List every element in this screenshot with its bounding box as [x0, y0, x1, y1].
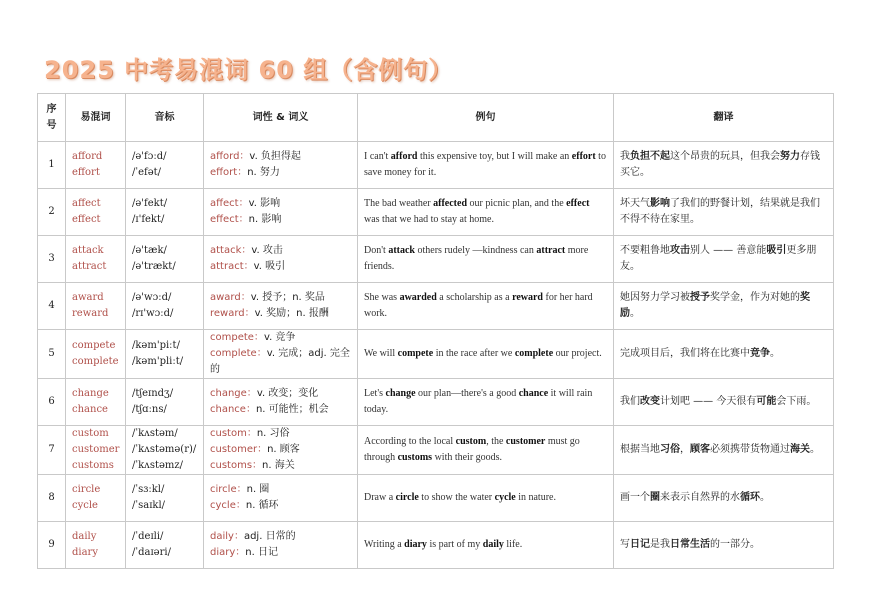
row-number: 7	[38, 426, 66, 475]
pos-meaning-cell	[204, 283, 358, 330]
table-row	[38, 426, 834, 475]
pos-meaning: n. 日记	[245, 547, 278, 558]
phonetic: /rɪ'wɔːd/	[132, 308, 174, 319]
pos-meaning: v. 奖励；n. 报酬	[254, 308, 329, 319]
text-run: others rudely —kindness can	[414, 245, 537, 256]
phonetic: /tʃeɪndʒ/	[132, 388, 174, 399]
translation	[614, 522, 834, 569]
pos-meaning: n. 习俗	[256, 428, 290, 439]
bold-term: customer	[505, 436, 546, 447]
example-sentence	[358, 142, 614, 189]
bold-term: 负担不起	[630, 151, 670, 162]
bold-term: circle	[395, 492, 419, 503]
bold-term: custom	[455, 436, 487, 447]
text-run: 她因努力学习被	[620, 292, 690, 303]
text-run: Draw a	[364, 492, 396, 503]
pos-word: attract：	[210, 261, 254, 272]
phonetic-cell	[126, 189, 204, 236]
phonetic-cell	[126, 142, 204, 189]
header-phonetic: 音标	[126, 94, 204, 142]
text-run: 不要粗鲁地	[620, 245, 670, 256]
text-run: 来表示自然界的水	[660, 492, 740, 503]
pos-meaning: v. 影响	[248, 198, 281, 209]
pos-meaning: n. 海关	[262, 460, 295, 471]
translation	[614, 142, 834, 189]
table-row	[38, 283, 834, 330]
pos-meaning: v. 改变；变化	[256, 388, 319, 399]
table-row	[38, 330, 834, 379]
pos-word: attack：	[210, 245, 252, 256]
word-pair-cell	[66, 426, 126, 475]
text-run: The bad weather	[364, 198, 434, 209]
text-run: 奖学金，作为对她的	[710, 292, 800, 303]
text-run: According to the local	[364, 436, 456, 447]
bold-term: diary	[404, 539, 427, 550]
pos-meaning-cell	[204, 379, 358, 426]
text-run: 别人 —— 善意能	[690, 245, 767, 256]
phonetic: /ˈsɜːkl/	[132, 484, 165, 495]
pos-word: award：	[210, 292, 251, 303]
word: complete	[72, 356, 119, 367]
bold-term: awarded	[399, 292, 437, 303]
pos-word: daily：	[210, 531, 244, 542]
bold-term: attract	[536, 245, 566, 256]
text-run: 。	[630, 308, 640, 319]
pos-meaning: n. 影响	[248, 214, 282, 225]
example-sentence	[358, 189, 614, 236]
pos-meaning-cell	[204, 330, 358, 379]
header-translation: 翻译	[614, 94, 834, 142]
pos-word: custom：	[210, 428, 257, 439]
text-run: 。	[760, 492, 770, 503]
word-pair-cell	[66, 522, 126, 569]
row-number: 6	[38, 379, 66, 426]
word-pair-cell	[66, 283, 126, 330]
text-run: must go through	[364, 436, 580, 463]
text-run: 我	[620, 151, 630, 162]
example-sentence	[358, 283, 614, 330]
bold-term: 奖励	[620, 292, 810, 319]
header-words: 易混词	[66, 94, 126, 142]
pos-line	[210, 290, 351, 306]
example-sentence	[358, 426, 614, 475]
vocab-table	[37, 93, 834, 569]
text-run: 必须携带货物通过	[710, 444, 790, 455]
phonetic: /ˈkʌstəmə(r)/	[132, 444, 197, 455]
pos-meaning-cell	[204, 426, 358, 475]
word: change	[72, 388, 109, 399]
pos-line	[210, 149, 351, 165]
pos-word: change：	[210, 388, 257, 399]
pos-meaning-cell	[204, 475, 358, 522]
bold-term: customs	[397, 452, 433, 463]
word: custom	[72, 428, 109, 439]
word-pair-cell	[66, 189, 126, 236]
phonetic: /ə'trækt/	[132, 261, 176, 272]
bold-term: 竞争	[750, 348, 770, 359]
pos-word: cycle：	[210, 500, 246, 511]
table-row	[38, 189, 834, 236]
text-run: to show the water	[418, 492, 495, 503]
text-run: 计划吧 —— 今天很有	[660, 396, 757, 407]
bold-term: cycle	[494, 492, 516, 503]
text-run: 完成项目后，我们将在比赛中	[620, 348, 750, 359]
bold-term: effort	[571, 151, 596, 162]
header-num: 序号	[38, 94, 66, 142]
phonetic: /kəm'piːt/	[132, 340, 180, 351]
bold-term: daily	[482, 539, 504, 550]
word-pair-cell	[66, 236, 126, 283]
text-run: life.	[503, 539, 523, 550]
translation	[614, 475, 834, 522]
bold-term: 海关	[790, 444, 810, 455]
pos-line	[210, 442, 351, 458]
text-run: , the	[486, 436, 506, 447]
phonetic: /tʃɑːns/	[132, 404, 167, 415]
pos-line	[210, 402, 351, 418]
pos-line	[210, 458, 351, 474]
text-run: I can't	[364, 151, 391, 162]
text-run: 会下雨。	[776, 396, 817, 407]
word-pair-cell	[66, 142, 126, 189]
pos-word: affect：	[210, 198, 249, 209]
row-number: 5	[38, 330, 66, 379]
pos-line	[210, 259, 351, 275]
table-row	[38, 475, 834, 522]
table-row	[38, 379, 834, 426]
header-pos: 词性 & 词义	[204, 94, 358, 142]
header-example: 例句	[358, 94, 614, 142]
word: affect	[72, 198, 101, 209]
phonetic: /ə'wɔːd/	[132, 292, 172, 303]
pos-meaning-cell	[204, 236, 358, 283]
phonetic: /ˈsaɪkl/	[132, 500, 166, 511]
example-sentence	[358, 522, 614, 569]
pos-word: circle：	[210, 484, 247, 495]
text-run: 这个昂贵的玩具，但我会	[670, 151, 780, 162]
pos-word: afford：	[210, 151, 250, 162]
table-row	[38, 522, 834, 569]
text-run: 的一部分。	[710, 539, 760, 550]
pos-meaning: v. 攻击	[251, 245, 283, 256]
bold-term: 圈	[650, 492, 660, 503]
pos-meaning-cell	[204, 189, 358, 236]
word: award	[72, 292, 104, 303]
pos-word: diary：	[210, 547, 246, 558]
example-sentence	[358, 330, 614, 379]
phonetic: /ˈkʌstəmz/	[132, 460, 184, 471]
text-run: Writing a	[364, 539, 405, 550]
text-run: for her hard work.	[364, 292, 593, 319]
pos-word: effort：	[210, 167, 248, 178]
pos-word: reward：	[210, 308, 255, 319]
translation	[614, 426, 834, 475]
pos-word: compete：	[210, 332, 264, 343]
pos-line	[210, 330, 351, 346]
text-run: is part of my	[426, 539, 483, 550]
text-run: in the race after we	[433, 348, 515, 359]
word: effect	[72, 214, 101, 225]
text-run: 我们	[620, 396, 640, 407]
pos-word: complete：	[210, 348, 267, 359]
text-run: in nature.	[515, 492, 556, 503]
bold-term: 顾客	[690, 444, 710, 455]
example-sentence	[358, 236, 614, 283]
bold-term: 可能	[756, 396, 777, 407]
bold-term: 授予	[690, 292, 710, 303]
text-run: 是我	[650, 539, 670, 550]
bold-term: 改变	[640, 396, 660, 407]
text-run: it will rain today.	[364, 388, 593, 415]
pos-meaning: v. 吸引	[253, 261, 286, 272]
phonetic: /ˈdeɪli/	[132, 531, 164, 542]
word-pair-cell	[66, 379, 126, 426]
text-run: She was	[364, 292, 400, 303]
row-number: 3	[38, 236, 66, 283]
pos-meaning: n. 可能性；机会	[255, 404, 329, 415]
bold-term: 习俗	[660, 444, 680, 455]
pos-meaning: n. 循环	[245, 500, 279, 511]
phonetic-cell	[126, 283, 204, 330]
bold-term: reward	[512, 292, 543, 303]
translation	[614, 236, 834, 283]
pos-line	[210, 243, 351, 259]
word-pair-cell	[66, 475, 126, 522]
text-run: 。	[770, 348, 780, 359]
phonetic-cell	[126, 236, 204, 283]
bold-term: compete	[397, 348, 434, 359]
text-run: our project.	[553, 348, 602, 359]
pos-line	[210, 386, 351, 402]
bold-term: attack	[388, 245, 415, 256]
bold-term: complete	[514, 348, 554, 359]
text-run: 根据当地	[620, 444, 660, 455]
text-run: 了我们的野餐计划，结果就是我们不得不待在家里。	[620, 198, 820, 225]
word: diary	[72, 547, 98, 558]
pos-line	[210, 196, 351, 212]
page-title: 2025 中考易混词 60 组（含例句）	[44, 56, 454, 84]
pos-meaning: v. 负担得起	[249, 151, 301, 162]
text-run: 更多朋友。	[620, 245, 817, 272]
pos-line	[210, 498, 351, 514]
table-header-row	[38, 94, 834, 142]
phonetic: /ɪ'fekt/	[132, 214, 165, 225]
text-run: Don't	[364, 245, 389, 256]
text-run: more friends.	[364, 245, 589, 272]
text-run: Let's	[364, 388, 386, 399]
pos-meaning: v. 完成；adj. 完全的	[210, 348, 350, 375]
bold-term: 日常生活	[670, 539, 710, 550]
pos-line	[210, 529, 351, 545]
pos-meaning: v. 竞争	[263, 332, 296, 343]
pos-line	[210, 545, 351, 561]
text-run: 画一个	[620, 492, 650, 503]
bold-term: chance	[518, 388, 549, 399]
bold-term: change	[385, 388, 416, 399]
text-run: was that we had to stay at home.	[364, 214, 494, 225]
bold-term: 攻击	[670, 245, 690, 256]
word: attack	[72, 245, 104, 256]
bold-term: effect	[566, 198, 590, 209]
table-body	[38, 142, 834, 569]
row-number: 4	[38, 283, 66, 330]
text-run: ，	[680, 444, 690, 455]
word: effort	[72, 167, 100, 178]
phonetic-cell	[126, 330, 204, 379]
pos-meaning: v. 授予；n. 奖品	[250, 292, 325, 303]
pos-word: chance：	[210, 404, 256, 415]
table-row	[38, 142, 834, 189]
word: reward	[72, 308, 109, 319]
pos-word: customs：	[210, 460, 263, 471]
word: compete	[72, 340, 116, 351]
phonetic-cell	[126, 522, 204, 569]
pos-line	[210, 426, 351, 442]
phonetic: /kəm'pliːt/	[132, 356, 184, 367]
word: chance	[72, 404, 108, 415]
text-run: 存钱买它。	[620, 151, 820, 178]
text-run: We will	[364, 348, 398, 359]
phonetic: /ˈefət/	[132, 167, 162, 178]
row-number: 2	[38, 189, 66, 236]
text-run: our picnic plan, and the	[467, 198, 567, 209]
text-run: a scholarship as a	[436, 292, 513, 303]
bold-term: 循环	[740, 492, 760, 503]
bold-term: afford	[390, 151, 418, 162]
phonetic: /ˈdaɪəri/	[132, 547, 171, 558]
pos-line	[210, 212, 351, 228]
text-run: to save money for it.	[364, 151, 606, 178]
bold-term: 努力	[780, 151, 800, 162]
word: circle	[72, 484, 101, 495]
translation	[614, 189, 834, 236]
pos-meaning-cell	[204, 142, 358, 189]
text-run: 。	[810, 444, 820, 455]
pos-line	[210, 165, 351, 181]
pos-word: effect：	[210, 214, 249, 225]
phonetic-cell	[126, 475, 204, 522]
phonetic-cell	[126, 426, 204, 475]
text-run: our plan—there's a good	[415, 388, 519, 399]
word: cycle	[72, 500, 98, 511]
text-run: with their goods.	[432, 452, 503, 463]
word-pair-cell	[66, 330, 126, 379]
pos-meaning: n. 圈	[246, 484, 270, 495]
text-run: 写	[620, 539, 630, 550]
phonetic: /ə'fɔːd/	[132, 151, 167, 162]
translation	[614, 330, 834, 379]
pos-meaning: n. 努力	[247, 167, 280, 178]
row-number: 9	[38, 522, 66, 569]
row-number: 8	[38, 475, 66, 522]
translation	[614, 283, 834, 330]
text-run: 坏天气	[620, 198, 650, 209]
phonetic-cell	[126, 379, 204, 426]
example-sentence	[358, 475, 614, 522]
word: customer	[72, 444, 120, 455]
phonetic: /ə'fekt/	[132, 198, 168, 209]
translation	[614, 379, 834, 426]
pos-line	[210, 306, 351, 322]
example-sentence	[358, 379, 614, 426]
word: attract	[72, 261, 107, 272]
word: customs	[72, 460, 114, 471]
row-number: 1	[38, 142, 66, 189]
pos-line	[210, 482, 351, 498]
table-row	[38, 236, 834, 283]
pos-word: customer：	[210, 444, 268, 455]
bold-term: affected	[433, 198, 468, 209]
bold-term: 日记	[630, 539, 650, 550]
word: daily	[72, 531, 97, 542]
bold-term: 影响	[650, 198, 670, 209]
pos-meaning: n. 顾客	[267, 444, 300, 455]
pos-meaning-cell	[204, 522, 358, 569]
pos-line	[210, 346, 351, 378]
bold-term: 吸引	[766, 245, 787, 256]
text-run: this expensive toy, but I will make an	[417, 151, 572, 162]
pos-meaning: adj. 日常的	[243, 531, 296, 542]
word: afford	[72, 151, 103, 162]
phonetic: /ˈkʌstəm/	[132, 428, 178, 439]
phonetic: /ə'tæk/	[132, 245, 167, 256]
